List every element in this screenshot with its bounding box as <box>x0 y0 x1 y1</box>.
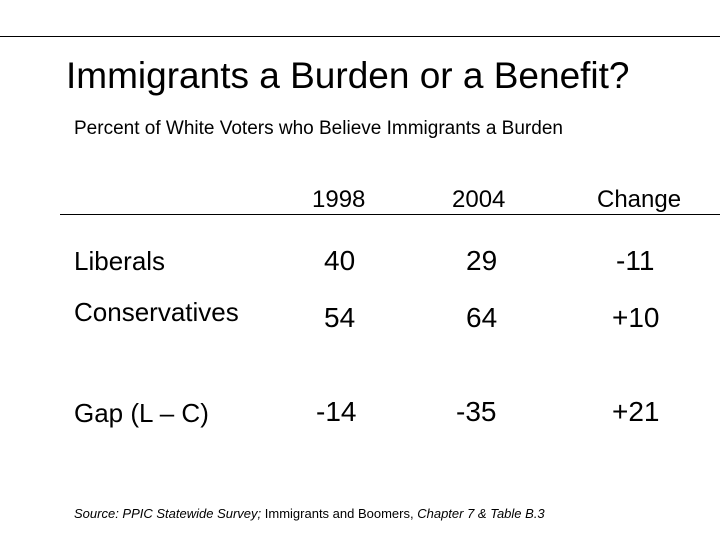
row-label-liberals: Liberals <box>74 246 166 276</box>
cell-liberals-2004: 29 <box>466 245 498 276</box>
column-header-change: Change <box>597 186 682 213</box>
cell-liberals-change: -11 <box>616 245 655 276</box>
source-note <box>74 506 545 521</box>
header-rule <box>60 214 720 215</box>
page-subtitle: Percent of White Voters who Believe Immigrants a Burden <box>74 118 563 139</box>
column-header-2004: 2004 <box>452 186 506 213</box>
cell-conservatives-change: +10 <box>612 302 660 333</box>
cell-gap-change: +21 <box>612 396 660 427</box>
source-prefix: Source: PPIC Statewide Survey; <box>74 506 262 521</box>
column-header-1998: 1998 <box>312 186 366 213</box>
source-suffix: Chapter 7 & Table B.3 <box>417 506 545 521</box>
source-title: Immigrants and Boomers, <box>261 506 418 521</box>
row-label-gap: Gap (L – C) <box>74 398 209 428</box>
cell-gap-1998: -14 <box>316 396 357 427</box>
row-label-conservatives: Conservatives <box>74 297 239 327</box>
cell-liberals-1998: 40 <box>324 245 356 276</box>
cell-gap-2004: -35 <box>456 396 497 427</box>
top-rule <box>0 36 720 37</box>
cell-conservatives-2004: 64 <box>466 302 498 333</box>
page-title: Immigrants a Burden or a Benefit? <box>66 55 630 96</box>
cell-conservatives-1998: 54 <box>324 302 356 333</box>
